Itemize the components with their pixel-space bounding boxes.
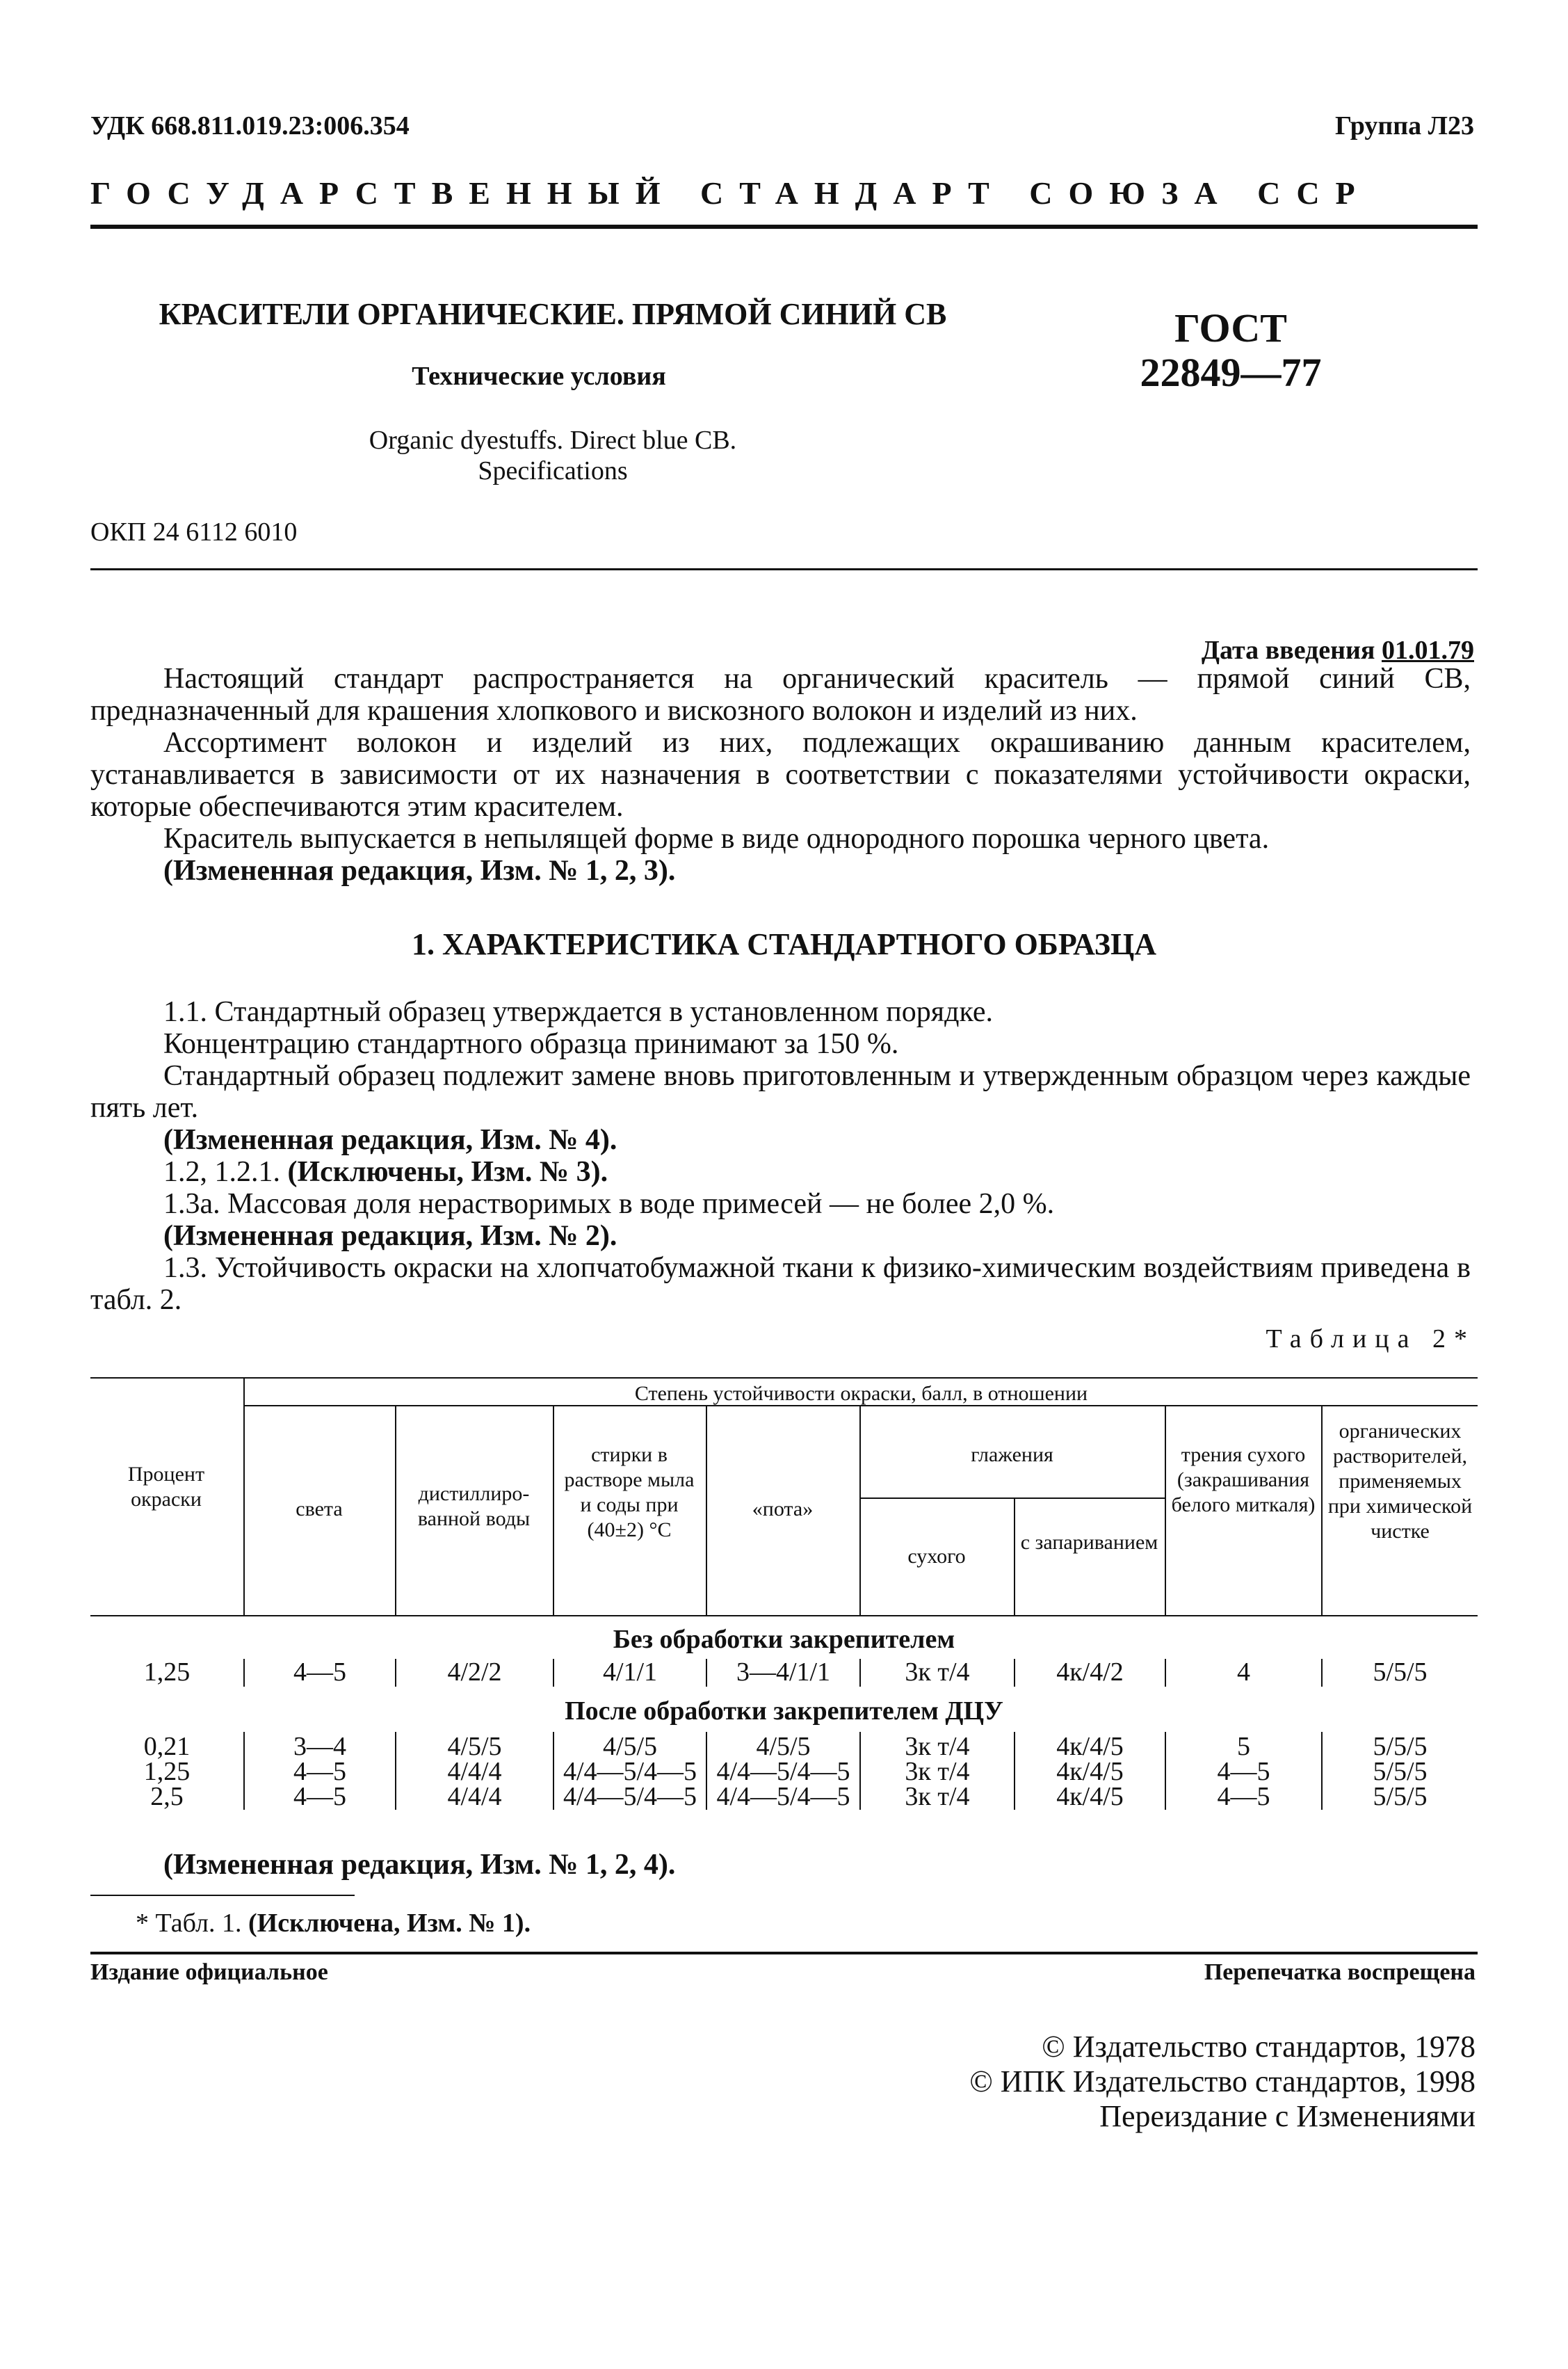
cell-percent: 2,5 (150, 1782, 184, 1811)
row-divider (243, 1732, 245, 1810)
row-divider (706, 1732, 707, 1810)
document-title: КРАСИТЕЛИ ОРГАНИЧЕСКИЕ. ПРЯМОЙ СИНИЙ СВ (159, 297, 947, 331)
table-row (90, 1733, 1478, 1760)
footnote-excluded: (Исключена, Изм. № 1). (248, 1909, 531, 1938)
table-header-divider (1014, 1497, 1015, 1615)
header-sweat: «пота» (752, 1497, 814, 1520)
cell-solvents: 5/5/5 (1373, 1757, 1428, 1786)
paragraph-form-note: (Измененная редакция, Изм. № 1, 2, 3). (163, 855, 676, 887)
clause-1-3a-note: (Измененная редакция, Изм. № 2). (163, 1220, 617, 1252)
cell-sweat: 3—4/1/1 (736, 1657, 831, 1687)
footnote-prefix: * Табл. 1. (136, 1909, 242, 1938)
row-divider (553, 1732, 554, 1810)
footnote (136, 1907, 531, 1939)
section-title: 1. ХАРАКТЕРИСТИКА СТАНДАРТНОГО ОБРАЗЦА (411, 927, 1157, 961)
header-percent: Процент окраски (127, 1463, 205, 1511)
table-row (90, 1783, 1478, 1810)
cell-iron-dry: 3к т/4 (905, 1782, 970, 1811)
gost-label: ГОСТ (1174, 305, 1287, 351)
cell-sweat: 4/5/5 (756, 1732, 811, 1761)
header-ironing-steam: с запариванием (1020, 1531, 1158, 1554)
clause-1-2-excluded: (Исключены, Изм. № 3). (287, 1156, 608, 1188)
row-divider (243, 1659, 245, 1687)
clause-1-1: 1.1. Стандартный образец утверждается в установленном порядке. (163, 996, 993, 1028)
english-title-line2: Specifications (478, 456, 628, 485)
cell-light: 4—5 (293, 1782, 346, 1811)
cell-iron-dry: 3к т/4 (905, 1757, 970, 1786)
cell-iron-dry: 3к т/4 (905, 1732, 970, 1761)
cell-solvents: 5/5/5 (1373, 1657, 1428, 1687)
cell-iron-steam: 4к/4/2 (1056, 1657, 1124, 1687)
cell-solvents: 5/5/5 (1373, 1732, 1428, 1761)
gost-number: 22849—77 (1140, 350, 1322, 395)
cell-solvents: 5/5/5 (1373, 1782, 1428, 1811)
state-standard-banner: ГОСУДАРСТВЕННЫЙ СТАНДАРТ СОЮЗА ССР (90, 175, 1371, 211)
row-divider (1165, 1732, 1166, 1810)
row-divider (1165, 1659, 1166, 1687)
cell-light: 3—4 (293, 1732, 346, 1761)
cell-sweat: 4/4—5/4—5 (716, 1757, 850, 1786)
table-top-rule (90, 1377, 1478, 1379)
row-divider (1321, 1732, 1323, 1810)
row-divider (1014, 1732, 1015, 1810)
official-edition: Издание официальное (90, 1959, 328, 1985)
udk-code: УДК 668.811.019.23:006.354 (90, 111, 410, 140)
paragraph-form: Краситель выпускается в непылящей форме в виде однородного порошка черного цвета. (163, 823, 1270, 855)
table-header-divider (859, 1405, 861, 1615)
english-title-line1: Organic dyestuffs. Direct blue CB. (369, 426, 737, 455)
cell-washing: 4/4—5/4—5 (563, 1757, 697, 1786)
cell-percent: 1,25 (143, 1657, 191, 1687)
header-ironing: глажения (971, 1443, 1053, 1466)
cell-rubbing: 4 (1237, 1657, 1250, 1687)
clause-1-1-replacement: Стандартный образец подлежит замене вновь приготовленным и утвержденным образцом через каждые пять лет. (90, 1060, 1471, 1124)
footnote-rule (90, 1895, 355, 1896)
cell-rubbing: 5 (1237, 1732, 1250, 1761)
cell-washing: 4/4—5/4—5 (563, 1782, 697, 1811)
cell-iron-dry: 3к т/4 (905, 1657, 970, 1687)
copyright-1978: © Издательство стандартов, 1978 (1042, 2030, 1476, 2064)
clause-1-2-number: 1.2, 1.2.1. (163, 1156, 280, 1188)
cell-light: 4—5 (293, 1757, 346, 1786)
header-washing: стирки в растворе мыла и соды при (40±2) °С (564, 1443, 695, 1541)
header-fastness-group: Степень устойчивости окраски, балл, в отношении (634, 1382, 1088, 1405)
cell-water: 4/5/5 (447, 1732, 502, 1761)
cell-iron-steam: 4к/4/5 (1056, 1757, 1124, 1786)
row-divider (395, 1732, 396, 1810)
row-divider (553, 1659, 554, 1687)
row-divider (1321, 1659, 1323, 1687)
group-code: Группа Л23 (1334, 111, 1474, 140)
copyright-1998: © ИПК Издательство стандартов, 1998 (969, 2064, 1476, 2098)
paragraph-assortment: Ассортимент волокон и изделий из них, подлежащих окрашиванию данным красителем, устанавливается в зависимости от их назначения в соответствии с показателями устойчивости окраски, которые обеспечиваются этим красителем. (90, 727, 1471, 823)
document-subtitle: Технические условия (412, 362, 666, 391)
cell-washing: 4/1/1 (602, 1657, 658, 1687)
header-ironing-dry: сухого (907, 1545, 966, 1568)
header-dry-rubbing: трения сухого (закрашивания белого миткаля) (1171, 1443, 1316, 1516)
cell-water: 4/4/4 (447, 1757, 502, 1786)
cell-water: 4/2/2 (447, 1657, 502, 1687)
reissue-note: Переиздание с Изменениями (1099, 2099, 1476, 2133)
cell-water: 4/4/4 (447, 1782, 502, 1811)
cell-percent: 1,25 (143, 1757, 191, 1786)
table-section-without-fixer: Без обработки закрепителем (613, 1625, 955, 1654)
okp-code: ОКП 24 6112 6010 (90, 517, 298, 547)
table-row (90, 1758, 1478, 1785)
table-header-divider (1165, 1405, 1166, 1615)
row-divider (395, 1659, 396, 1687)
table-header-bottom-rule (90, 1615, 1478, 1616)
header-distilled-water: дистиллиро-ванной воды (417, 1482, 531, 1530)
cell-iron-steam: 4к/4/5 (1056, 1732, 1124, 1761)
paragraph-scope: Настоящий стандарт распространяется на органический краситель — прямой синий СВ, предназначенный для крашения хлопкового и вискозного волокон и изделий из них. (90, 663, 1471, 727)
table-ironing-rule (859, 1497, 1165, 1499)
clause-1-1-note: (Измененная редакция, Изм. № 4). (163, 1124, 617, 1156)
table-caption: Таблица 2* (1266, 1324, 1476, 1354)
row-divider (1014, 1659, 1015, 1687)
table-header-divider (553, 1405, 554, 1615)
table-note: (Измененная редакция, Изм. № 1, 2, 4). (163, 1849, 676, 1881)
row-divider (706, 1659, 707, 1687)
row-divider (859, 1659, 861, 1687)
introduction-date-value: 01.01.79 (1382, 636, 1474, 665)
footer-rule (90, 1952, 1478, 1954)
table-row (90, 1659, 1478, 1687)
cell-washing: 4/5/5 (602, 1732, 658, 1761)
table-header-divider (243, 1377, 245, 1615)
header-organic-solvents: органических растворителей, применяемых при химической чистке (1327, 1420, 1473, 1543)
cell-light: 4—5 (293, 1657, 346, 1687)
cell-percent: 0,21 (143, 1732, 191, 1761)
introduction-date-label: Дата введения (1201, 636, 1375, 665)
cell-iron-steam: 4к/4/5 (1056, 1782, 1124, 1811)
row-divider (859, 1732, 861, 1810)
cell-rubbing: 4—5 (1217, 1757, 1270, 1786)
clause-1-3: 1.3. Устойчивость окраски на хлопчатобумажной ткани к физико-химическим воздействиям приведена в табл. 2. (90, 1252, 1471, 1316)
clause-1-1-concentration: Концентрацию стандартного образца принимают за 150 %. (163, 1028, 899, 1060)
header-light: света (296, 1497, 343, 1520)
cell-sweat: 4/4—5/4—5 (716, 1782, 850, 1811)
reprint-prohibited: Перепечатка воспрещена (1204, 1959, 1476, 1985)
clause-1-3a: 1.3а. Массовая доля нерастворимых в воде примесей — не более 2,0 %. (163, 1188, 1055, 1220)
table-section-after-fixer: После обработки закрепителем ДЦУ (565, 1696, 1003, 1726)
cell-rubbing: 4—5 (1217, 1782, 1270, 1811)
